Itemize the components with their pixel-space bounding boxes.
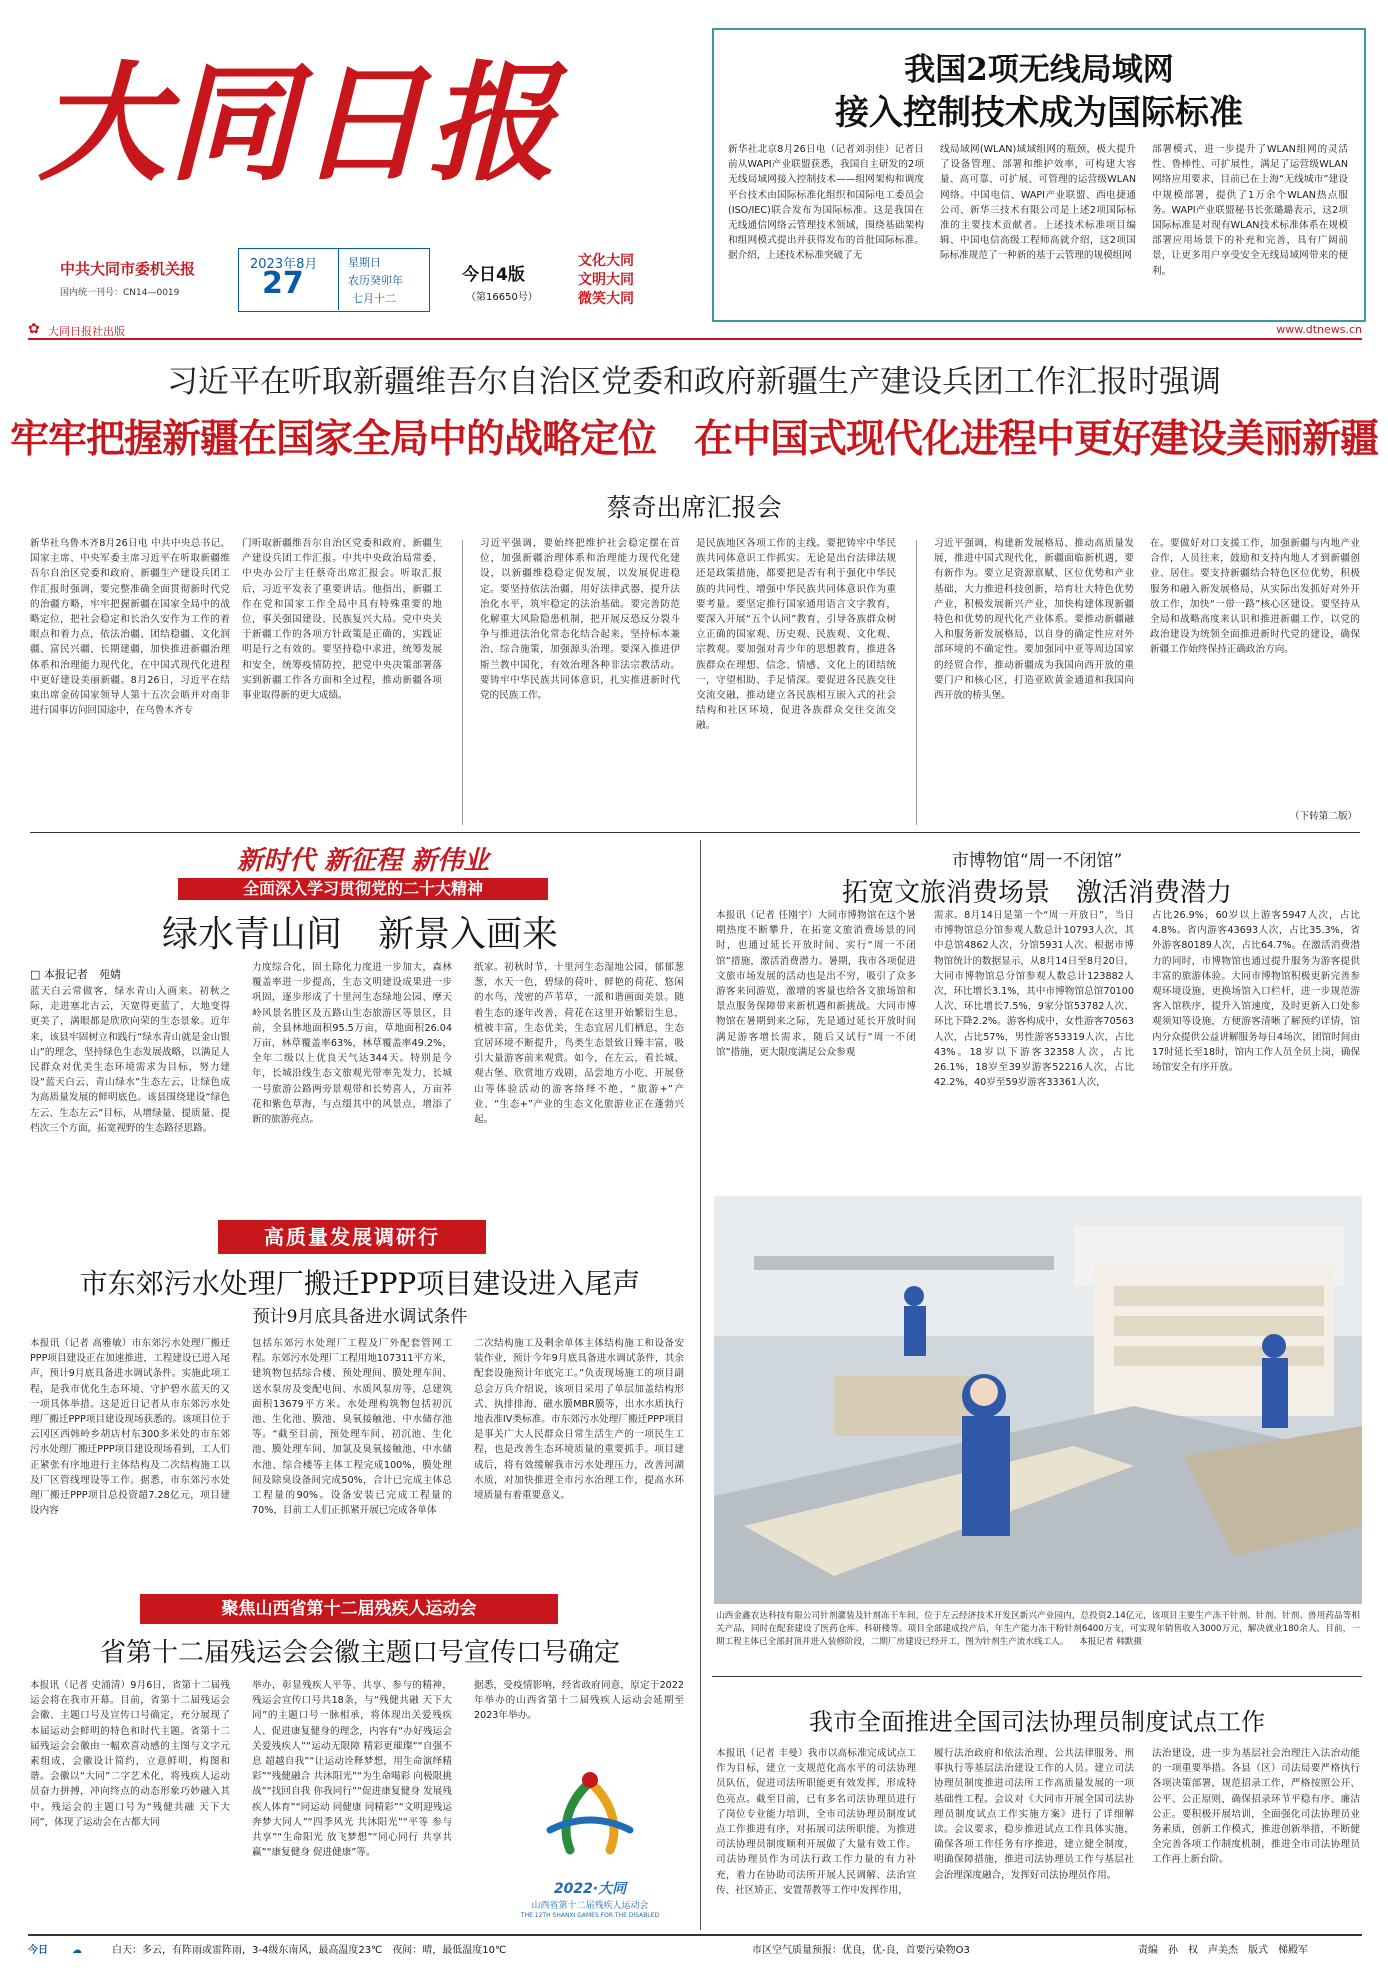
sewage-subhead: 预计9月底具备进水调试条件 xyxy=(252,1307,468,1327)
lunar-day: 七月十二 xyxy=(352,292,396,305)
lead-continued: （下转第二版） xyxy=(1290,811,1358,822)
green-banner-title: 新时代 新征程 新伟业 xyxy=(236,846,490,876)
green-banner-sub: 全面深入学习贯彻党的二十大精神 xyxy=(178,878,548,900)
publisher-name: 大同日报社出版 xyxy=(48,325,125,338)
top-story-headline-2: 接入控制技术成为国际标准 xyxy=(835,93,1243,133)
games-col2: 举办，彰显残疾人平等、共享、参与的精神，残运会宣传口号共18条，与“残健共融 天下大同”的主题口号一脉相承，将体现出关爱残疾人、促进康复健身的理念，内容有“办好残运会 关爱残疾人”“运动无限障 精彩更璀璨”“自强不息 超越自我”“让运动诠释梦想，用生命演绎精彩”“残健融合 共沐阳光”“为生命喝彩 向极限挑战”“找回自我 你我同行”“促进康复健身 发展残疾人体育”“同运动 同健康 同精彩”“文明迎残运 奔梦大同人”“四季风光 共沐阳光”“平等 参与 共享”“生命阳光 放飞梦想”“同心同行 共享共赢”“康复健身 促进健康”等。 xyxy=(252,1680,452,1859)
footer xyxy=(28,1940,1362,1962)
games-logo xyxy=(500,1770,680,1930)
lunar-year: 农历癸卯年 xyxy=(348,274,403,287)
date-box-divider xyxy=(338,248,339,310)
org-name: 中共大同市委机关报 xyxy=(60,260,196,278)
judicial-col1: 本报讯（记者 丰曼）我市以高标准完成试点工作为目标，建立一支规范化高水平的司法协理员队伍，促进司法所职能更有效发挥，形成特色亮点。截至目前，已有多名司法协理员进行了岗位专业能力培训，全市司法协理员制度试点工作推进有序，对拓展司法所职能，为推进司法协理员制度顺利开展做了大量有效工作。司法协理员作为司法行政工作力量的有力补充，着力在协助司法所开展人民调解、法治宣传、社区矫正、安置帮教等工作中发挥作用， xyxy=(716,1748,916,1896)
footer-editors: 责编 孙 权 声美杰 版式 梯殿军 xyxy=(1138,1945,1308,1956)
photo-credit: 本报记者 韩默摄 xyxy=(1079,1637,1142,1647)
museum-col3: 占比26.9%，60岁以上游客5947人次，占比4.8%。省内游客43693人次，占比35.3%，省外游客80189人次，占比64.7%。在激活消费潜力的同时，市博物馆也通过提升服务为游客提供丰富的旅游体验。大同市博物馆积极更新完善参观环境设施，更换场馆入口栏杆，进一步规范游客入馆秩序，提升入馆速度，及时更新入口处参观须知等设施，方便游客清晰了解预约详情，馆内分众提供公益讲解服务每日4场次，团馆时间由17时延长至18时，馆内工作人员全员上岗，确保场馆安全有序开放。 xyxy=(1152,910,1360,1074)
lead-subhead: 蔡奇出席汇报会 xyxy=(606,493,782,522)
slogan: 文化大同 xyxy=(578,253,634,269)
top-story-col3: 部署模式，进一步提升了WLAN组网的灵活性、鲁棒性、可扩展性，满足了运营级WLAN网络应用要求，目前已在上海“无线城市”建设中规模部署，提供了1万余个WLAN热点服务。WAPI产业联盟秘书长张璐璐表示，这2项国际标准是对现有WLAN技术标准体系在规模部署应用场景下的补充和完善，具有广阔前景，让更多用户享受安全无线局域网带来的便利。 xyxy=(1152,144,1348,277)
col-divider xyxy=(462,540,463,825)
green-col2: 力度综合化，固土除化力度进一步加大，森林覆盖率进一步提高，生态文明建设成果进一步巩固，逐步形成了十里河生态绿地公园、摩天岭风景名胜区及五路山生态旅游区等景区，目前，全县林地面积95.5万亩，草地面积26.04万亩，林草覆盖率63%，林草覆盖率49.2%，全年二级以上优良天气达344天。特别是今年，长城沿线生态文旅观光带率先发力，长城一号旅游公路两旁景观带和长势喜人，万亩荞花和紫色草海，与点缀其中的风景点，增添了新的旅游亮点。 xyxy=(252,962,452,1126)
footer-rule xyxy=(28,1934,1362,1936)
page-count: 今日4版 xyxy=(462,265,525,285)
judicial-headline: 我市全面推进全国司法协理员制度试点工作 xyxy=(809,1708,1265,1736)
slogans xyxy=(578,252,634,309)
green-byline: □ 本报记者 苑婧 xyxy=(30,968,121,981)
footer-air: 市区空气质量预报：优良，优-良，首要污染物O3 xyxy=(752,1945,970,1956)
museum-col1: 本报讯（记者 任刚宇）大同市博物馆在这个暑期热度不断攀升，在拓宽文旅消费场景的同时，也通过延长开放时间、实行“周一不闭馆”措施，激活消费潜力。暑期，我市各项促进文旅市场发展的活动也是出不穷，吸引了众多游客来同游览，激增的客量也给各文旅场馆和景点服务保障带来新机遇和新挑战。大同市博物馆在暑期到来之际，先是通过延长开放时间满足游客增长需求，随后又试行“周一不闭馆”措施，更大限度满足公众参观 xyxy=(716,910,916,1058)
judicial-col3: 法治建设，进一步为基层社会治理注入法治动能的一项重要举措。各县（区）司法局要严格执行各项决策部署，规范招录工作，严格按照公开、公平、公正原则，确保招录环节平稳有序、廉洁公正。要积极开展培训，全面强化司法协理员业务素质，创新工作模式，推进创新举措，不断健全完善各项工作制度机制，推进全市司法协理员工作再上新台阶。 xyxy=(1152,1748,1360,1866)
publisher-icon: ✿ xyxy=(28,321,40,337)
museum-col2: 需求。8月14日是第一个“周一开放日”，当日市博物馆总分馆参观人数总计10793人次，其中总馆4862人次，分馆5931人次。根据市博物馆统计的数据显示，从8月14日至8月20日，大同市博物馆总分馆参观人数总计123882人次，环比增长3.1%，其中市博物馆总馆70100人次、环比增长7.5%，9家分馆53782人次、环比下降2.2%。游客构成中，女性游客70563人次，占比57%，男性游客53319人次，占比43%。18岁以下游客32358人次，占比26.1%，18岁至39岁游客52216人次，占比42.2%，40岁至59岁游客33361人次， xyxy=(934,910,1134,1089)
games-headline: 省第十二届残运会会徽主题口号宣传口号确定 xyxy=(99,1638,620,1668)
judicial-col2: 履行法治政府和依法治理、公共法律服务、刑事执行等基层法治建设工作的人员。建立司法协理员制度推进司法所工作高质量发展的一项基础性工程。会议对《大同市开展全国司法协理员制度试点工作实施方案》进行了详细解读。会议要求，稳步推进试点工作具体实施，确保各项工作任务有序推进，建立健全制度，明确保障措施，推进司法协理员工作与基层社会治理深度融合，发挥好司法协理员作用。 xyxy=(934,1748,1134,1881)
top-story-headline-1: 我国2项无线局域网 xyxy=(904,52,1174,88)
games-logo-icon xyxy=(500,1770,680,1880)
day-number: 27 xyxy=(262,266,304,301)
green-col1: 蓝天白云常做客，绿水青山入画来。初秋之际，走进塞北古云，天宽得更蓝了，大地变得更美了，满眼都是欣欣向荣的生态景象。近年来，该县牢固树立和践行“绿水青山就是金山银山”的理念，坚持绿色生态发展战略，以满足人民群众对优美生态环境需求为目标，努力建设“蓝天白云、青山绿水”生态左云，让绿色成为高质量发展的鲜明底色。该县围绕建设“绿色左云、生态左云”目标，从增绿量、提质量、提档次三个方面，拓宽视野的生态路径思路。 xyxy=(30,986,230,1134)
weekday: 星期日 xyxy=(348,256,381,269)
website[interactable]: www.dtnews.cn xyxy=(1276,323,1362,336)
footer-today: 今日 xyxy=(28,1945,48,1956)
games-col1: 本报讯（记者 史涌清）9月6日，省第十二届残运会将在我市开幕。目前，省第十二届残运会会徽、主题口号及宣传口号确定，充分展现了本届运动会鲜明的特色和时代主题。省第十二届残运会会徽由一幅欢喜动感的主图与文字元素组成，会徽设计简约，立意鲜明，构图和谐。会徽以“大同”二字艺术化，将残疾人运动员奋力拼搏，冲向终点的动态形象巧妙融入其中。残运会的主题口号为“残健共融 天下大同”，体现了运动会在古都大同 xyxy=(30,1680,230,1828)
lead-col2: 门听取新疆维吾尔自治区党委和政府、新疆生产建设兵团工作汇报。中共中央政治局常委、中央办公厅主任蔡奇出席汇报会。听取汇报后，习近平发表了重要讲话。他指出，新疆工作在党和国家工作全局中具有特殊重要的地位，事关强国建设、民族复兴大局。党中央关于新疆工作的各项方针政策是正确的，实践证明是行之有效的。要坚持稳中求进，统筹发展和安全，统筹疫情防控，把党中央决策部署落实到新疆工作各方面和全过程，推动新疆各项事业取得新的更大成绩。 xyxy=(242,538,442,702)
lead-kicker: 习近平在听取新疆维吾尔自治区党委和政府新疆生产建设兵团工作汇报时强调 xyxy=(167,364,1221,400)
issue-number: （第16650号） xyxy=(466,292,538,303)
green-headline: 绿水青山间 新景入画来 xyxy=(161,914,558,955)
sewage-banner: 高质量发展调研行 xyxy=(218,1220,486,1254)
games-logo-caption-en: THE 12TH SHANXI GAMES FOR THE DISABLED xyxy=(520,1912,660,1919)
section-divider xyxy=(700,840,701,1930)
lead-col5: 习近平强调，构建新发展格局、推动高质量发展，推进中国式现代化，新疆面临新机遇，要有新作为。要立足资源禀赋、区位优势和产业基础，大力推进科技创新，培育壮大特色优势产业，积极发展新兴产业，加快构建体现新疆特色和优势的现代化产业体系。要推动新疆融入和服务新发展格局，以自身的确定性应对外部环境的不确定性。要加强同中亚等周边国家的经贸合作，推动新疆成为我国向西开放的重要门户和核心区，打造亚欧黄金通道和我国向西开放的桥头堡。 xyxy=(934,538,1134,702)
games-col3: 据悉，受疫情影响，经省政府同意，原定于2022年举办的山西省第十二届残疾人运动会延期至2023年举办。 xyxy=(474,1680,684,1722)
factory-photo xyxy=(714,1196,1362,1604)
top-story-col1: 新华社北京8月26日电（记者刘羽佳）记者日前从WAPI产业联盟获悉，我国自主研发的2项无线局域网接入控制技术——组网架构和调度平台技术由国际标准化组织和国际电工委员会(ISO/IEC)联合发布为国际标准。这是我国在无线通信网络云管理技术领域，围绕基础架构和组网模式提出并获得发布的首批国际标准。据介绍，上述技术标准突破了无 xyxy=(728,144,924,262)
lead-col3: 习近平强调，要始终把维护社会稳定摆在首位，加强新疆治理体系和治理能力现代化建设，以新疆维稳稳定促发展，以发展促进稳定。要坚持依法治疆，用好法律武器，提升法治化水平，筑牢稳定的法治基础。要完善防范化解重大风险隐患机制，把开展反恐反分裂斗争与推进法治化常态化结合起来，坚持标本兼治、综合施策，加强源头治理。要深入推进伊斯兰教中国化，有效治理各种非法宗教活动。要铸牢中华民族共同体意识，扎实推进新时代党的民族工作。 xyxy=(480,538,680,702)
photo-caption-text: 山西金鑫农达科技有限公司针剂灌装及针剂冻干车间，位于左云经济技术开发区新兴产业园内，总投资2.14亿元，该项目主要生产冻干针剂、针剂、针剂、兽用药品等相关产品，同时在配套建设了医药仓库、科研楼等。项目全部建成投产后，年生产能力冻干粉针剂6400万支，可实现年销售收入3000万元，解决就业180余人。目前，一期工程主体已全部封顶并进入装修阶段，二期厂房建设已经开工，图为针剂生产流水线工人。 xyxy=(716,1611,1360,1647)
section-rule xyxy=(712,1676,1362,1677)
slogan: 微笑大同 xyxy=(578,291,634,307)
top-story-box xyxy=(712,28,1366,322)
cn-number: 国内统一刊号：CN14—0019 xyxy=(60,288,180,298)
publisher-bar xyxy=(28,322,1362,340)
lead-col1: 新华社乌鲁木齐8月26日电 中共中央总书记、国家主席、中央军委主席习近平在听取新疆维吾尔自治区党委和政府、新疆生产建设兵团工作汇报时强调，要完整准确全面贯彻新时代党的治疆方略，牢牢把握新疆在国家全局中的战略定位，把社会稳定和长治久安作为工作的着眼点和着力点，依法治疆、团结稳疆、文化润疆、富民兴疆、长期建疆，加快推进新疆治理体系和治理能力现代化，在中国式现代化进程中更好建设美丽新疆。8月26日，习近平在结束出席金砖国家领导人第十五次会晤并对南非进行国事访问回国途中，在乌鲁木齐专 xyxy=(30,538,230,717)
sewage-col2: 包括东郊污水处理厂工程及厂外配套管网工程。东郊污水处理厂工程用地107311平方米，建筑物包括综合楼、预处理间、膜处理车间、送水泵房及变配电间、水质风泵房等，总建筑面积13679平方米。水处理构筑物包括初沉池、生化池、膜池、臭氧接触池、中水储存池等。“截至目前，预处理车间、初沉池、生化池、膜处理车间、加氯及臭氧接触池、中水储水池、综合楼等主体工程完成100%，膜处理间及除臭设备间完成50%，合计已完成主体总工程量的90%。设备安装已完成工程量的70%，目前工人们正抓紧开展已完成各单体 xyxy=(252,1338,452,1517)
games-banner: 聚焦山西省第十二届残疾人运动会 xyxy=(140,1594,558,1624)
year-month: 2023年8月 xyxy=(250,257,318,272)
sewage-headline: 市东郊污水处理厂搬迁PPP项目建设进入尾声 xyxy=(79,1267,641,1300)
museum-kicker: 市博物馆“周一不闭馆” xyxy=(951,851,1123,871)
weather-icon: ☁ xyxy=(72,1945,82,1956)
green-col3: 纸家。初秋时节，十里河生态湿地公园，郁郁葱葱，水天一色，碧绿的荷叶、鲜艳的荷花、悠闲的水鸟，茂密的芦苇草，一派和谐画面美景。随着生态的逐年改善，荷花在这里开始繁衍生息，植被丰富，生态优美，生态宜居儿们栖息，生态宜居环境不断提升，鸟类生态景致日臻丰富，吸引大量游客前来观赏。如今，在左云，看长城、观古堡、欣赏地方戏剧，品尝地方小吃、开展登山等体验活动的游客络绎不绝，“旅游+”产业、“生态+”产业的生态文化旅游业正在蓬勃兴起。 xyxy=(474,962,684,1126)
sewage-col3: 二次结构施工及剩余单体主体结构施工和设备安装作业，预计今年9月底具备进水调试条件，其余配套设施预计年底完工。”负责现场施工的项目副总会万兵介绍说，该项目采用了单层加盖结构形式、执排排海、磁水膜MBR膜等，出水水质执行地表准IV类标准。市东郊污水处理厂搬迁PPP项目是事关广大人民群众日常生活生产的一项民生工程，也是改善生态环境质量的重要抓手。项目建成后，将有效缓解我市污水处理压力，改善河湖水质，对加快推进全市污水治理工作，提高水环境质量有着重要意义。 xyxy=(474,1338,684,1502)
photo-caption xyxy=(716,1610,1360,1670)
factory-scene-image xyxy=(714,1196,1362,1604)
slogan: 文明大同 xyxy=(578,272,634,288)
top-story-col2: 线局域网(WLAN)域域组网的瓶颈，极大提升了设备管理、部署和维护效率，可构建大容量、高可靠、可扩展、可管理的运营级WLAN网络。中国电信、WAPI产业联盟、西电捷通公司、新华三技术有限公司是上述2项国际标准的主要技术贡献者。上述技术标准项目编辑、中国电信高级工程师高就介绍，这2项国际标准规范了一种新的基于云管理的规模组网 xyxy=(940,144,1136,262)
lead-col4: 是民族地区各项工作的主线。要把铸牢中华民族共同体意识工作抓实。无论是出台法律法规还是政策措施，都要把是否有利于强化中华民族的共同性、增强中华民族共同体意识作为重要考量。要坚定推行国家通用语言文字教育，要深入开展“五个认同”教育，引导各族群众树立正确的国家观、历史观、民族观、文化观、宗教观。要加强对青少年的思想教育，推进各族群众在理想、信念、情感、文化上的团结统一，守望相助、手足情深。要促进各民族交往交流交融，推动建立各民族相互嵌入式的社会结构和社区环境，促进各族群众交往交流交融。 xyxy=(696,538,896,732)
green-banner xyxy=(138,840,588,902)
lead-col6: 在。要做好对口支援工作，加强新疆与内地产业合作，人员往来，鼓励和支持内地人才到新疆创业、居住。要支持新疆结合特色区位优势，积极服务和融入新发展格局，从实际出发抓好对外开放工作，加快“一带一路”核心区建设。要坚持从全局和战略高度来认识和推进新疆工作，以党的政治建设为统领全面推进新时代党的建设，确保新疆工作始终保持正确政治方向。 xyxy=(1150,538,1360,656)
games-logo-caption: 山西省第十二届残疾人运动会 xyxy=(531,1901,649,1911)
museum-headline: 拓宽文旅消费场景 激活消费潜力 xyxy=(841,878,1232,908)
col-divider xyxy=(916,540,917,825)
lead-headline: 牢牢把握新疆在国家全局中的战略定位 在中国式现代化进程中更好建设美丽新疆 xyxy=(9,416,1378,462)
newspaper-title: 大同日报 xyxy=(38,49,559,199)
games-logo-year: 2022·大同 xyxy=(553,1881,627,1897)
masthead xyxy=(0,0,1388,340)
section-rule xyxy=(30,832,1360,833)
footer-weather: 白天：多云，有阵雨或雷阵雨，3-4级东南风，最高温度23℃ 夜间：晴，最低温度10℃ xyxy=(112,1945,507,1956)
sewage-col1: 本报讯（记者 高雅敏）市东郊污水处理厂搬迁PPP项目建设正在加速推进，工程建设已进入尾声，预计9月底具备进水调试条件。实施此项工程，是我市优化生态环境、守护碧水蓝天的又一项具体举措。这是近日记者从市东郊污水处理厂搬迁PPP项目建设现场获悉的。该项目位于云冈区西韩岭乡胡店村东300多米处的市东郊污水处理厂搬迁PPP项目建设现场看到，工人们正紧张有序地进行主体结构及二次结构施工以及厂区管线埋设等工作。据悉，市东郊污水处理厂搬迁PPP项目总投资超7.28亿元，项目建设内容 xyxy=(30,1338,230,1517)
